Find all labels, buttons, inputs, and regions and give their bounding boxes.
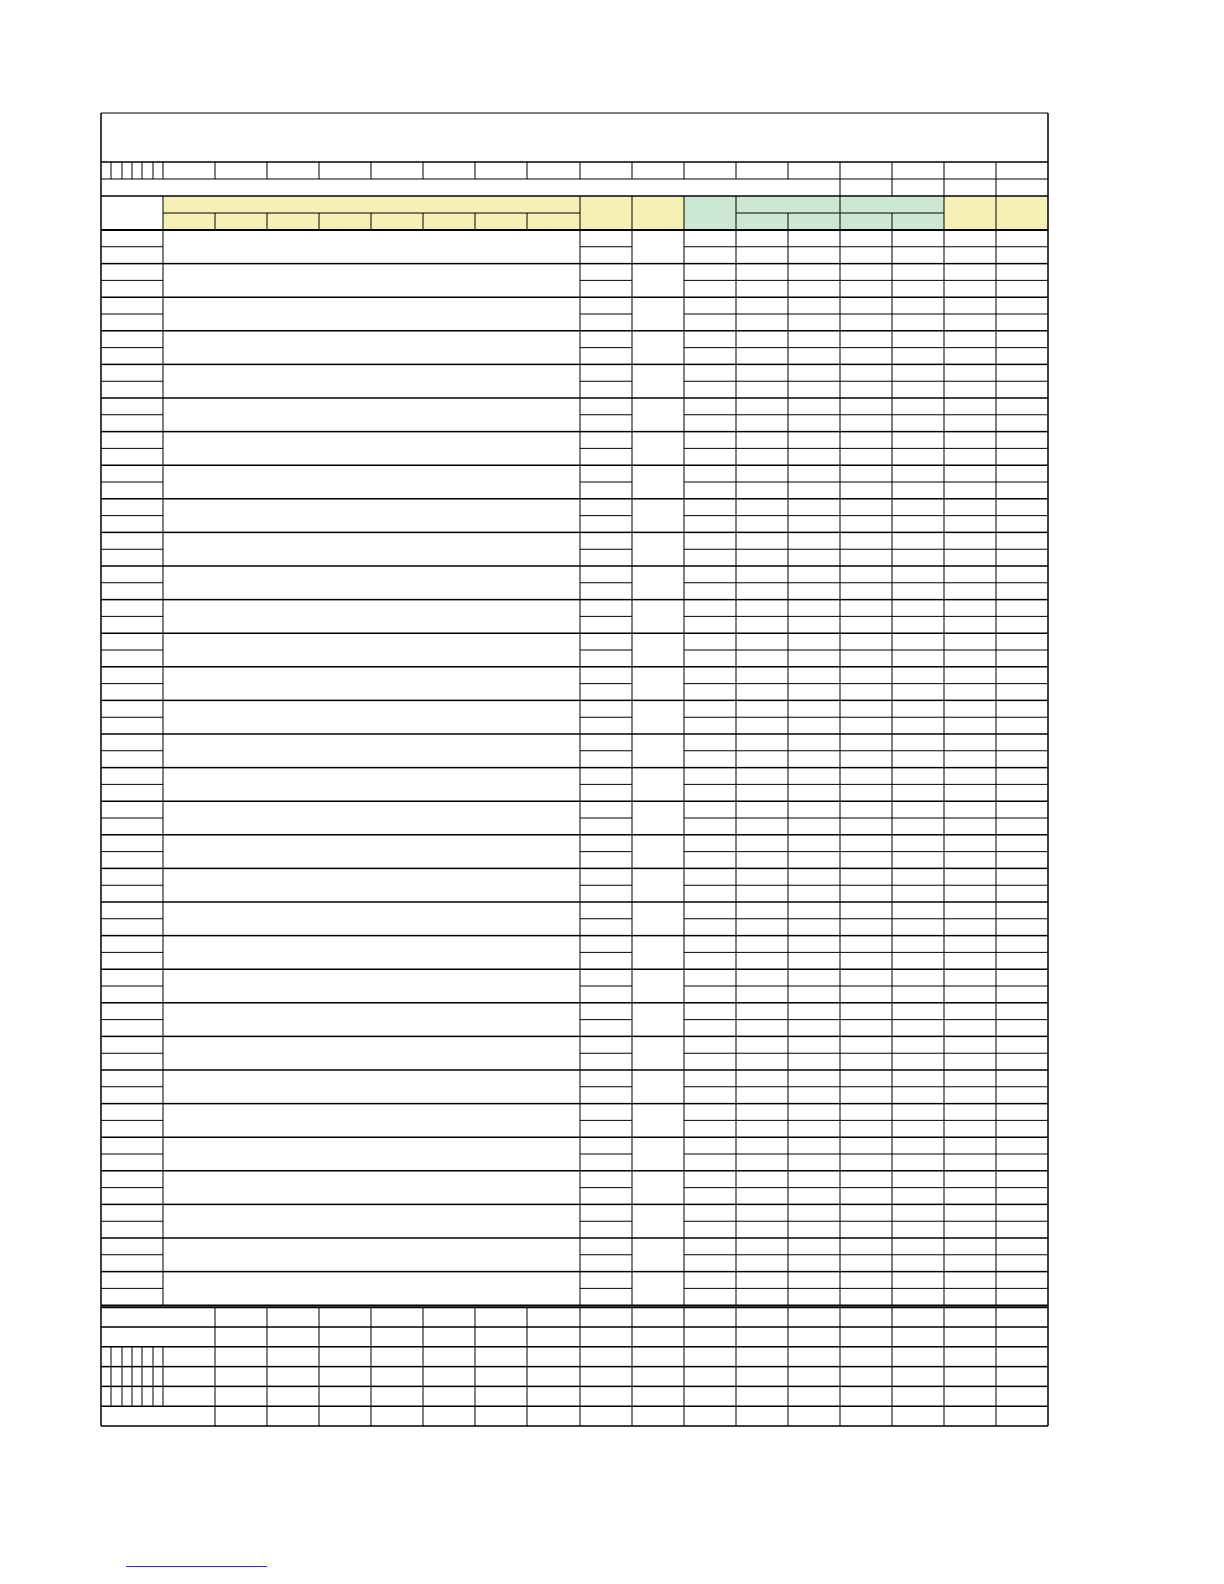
body-description-cell[interactable] [163,969,580,1003]
body-description-cell[interactable] [163,868,580,902]
body-description-cell[interactable] [163,667,580,701]
body-description-cell[interactable] [163,432,580,466]
body-description-cell[interactable] [163,1070,580,1104]
body-description-cell[interactable] [163,566,580,600]
body-description-cell[interactable] [163,1003,580,1037]
body-description-cell[interactable] [163,331,580,365]
body-description-cell[interactable] [163,768,580,802]
body-description-cell[interactable] [163,1171,580,1205]
body-description-cell[interactable] [163,364,580,398]
body-description-cell[interactable] [163,398,580,432]
body-description-cell[interactable] [163,633,580,667]
body-description-cell[interactable] [163,1204,580,1238]
body-description-cell[interactable] [163,734,580,768]
body-description-cell[interactable] [163,264,580,298]
body-description-cell[interactable] [163,1272,580,1306]
body-description-cell[interactable] [163,600,580,634]
body-description-cell[interactable] [163,801,580,835]
body-description-cell[interactable] [163,1238,580,1272]
body-description-cell[interactable] [163,936,580,970]
body-description-cell[interactable] [163,499,580,533]
body-description-cell[interactable] [163,700,580,734]
footer-link-underline[interactable] [126,1566,267,1567]
body-description-cell[interactable] [163,532,580,566]
body-description-cell[interactable] [163,1036,580,1070]
body-description-cell[interactable] [163,297,580,331]
body-description-cell[interactable] [163,230,580,264]
body-description-cell[interactable] [163,465,580,499]
body-description-cell[interactable] [163,902,580,936]
body-description-cell[interactable] [163,835,580,869]
body-description-cell[interactable] [163,1137,580,1171]
body-description-cell[interactable] [163,1104,580,1138]
